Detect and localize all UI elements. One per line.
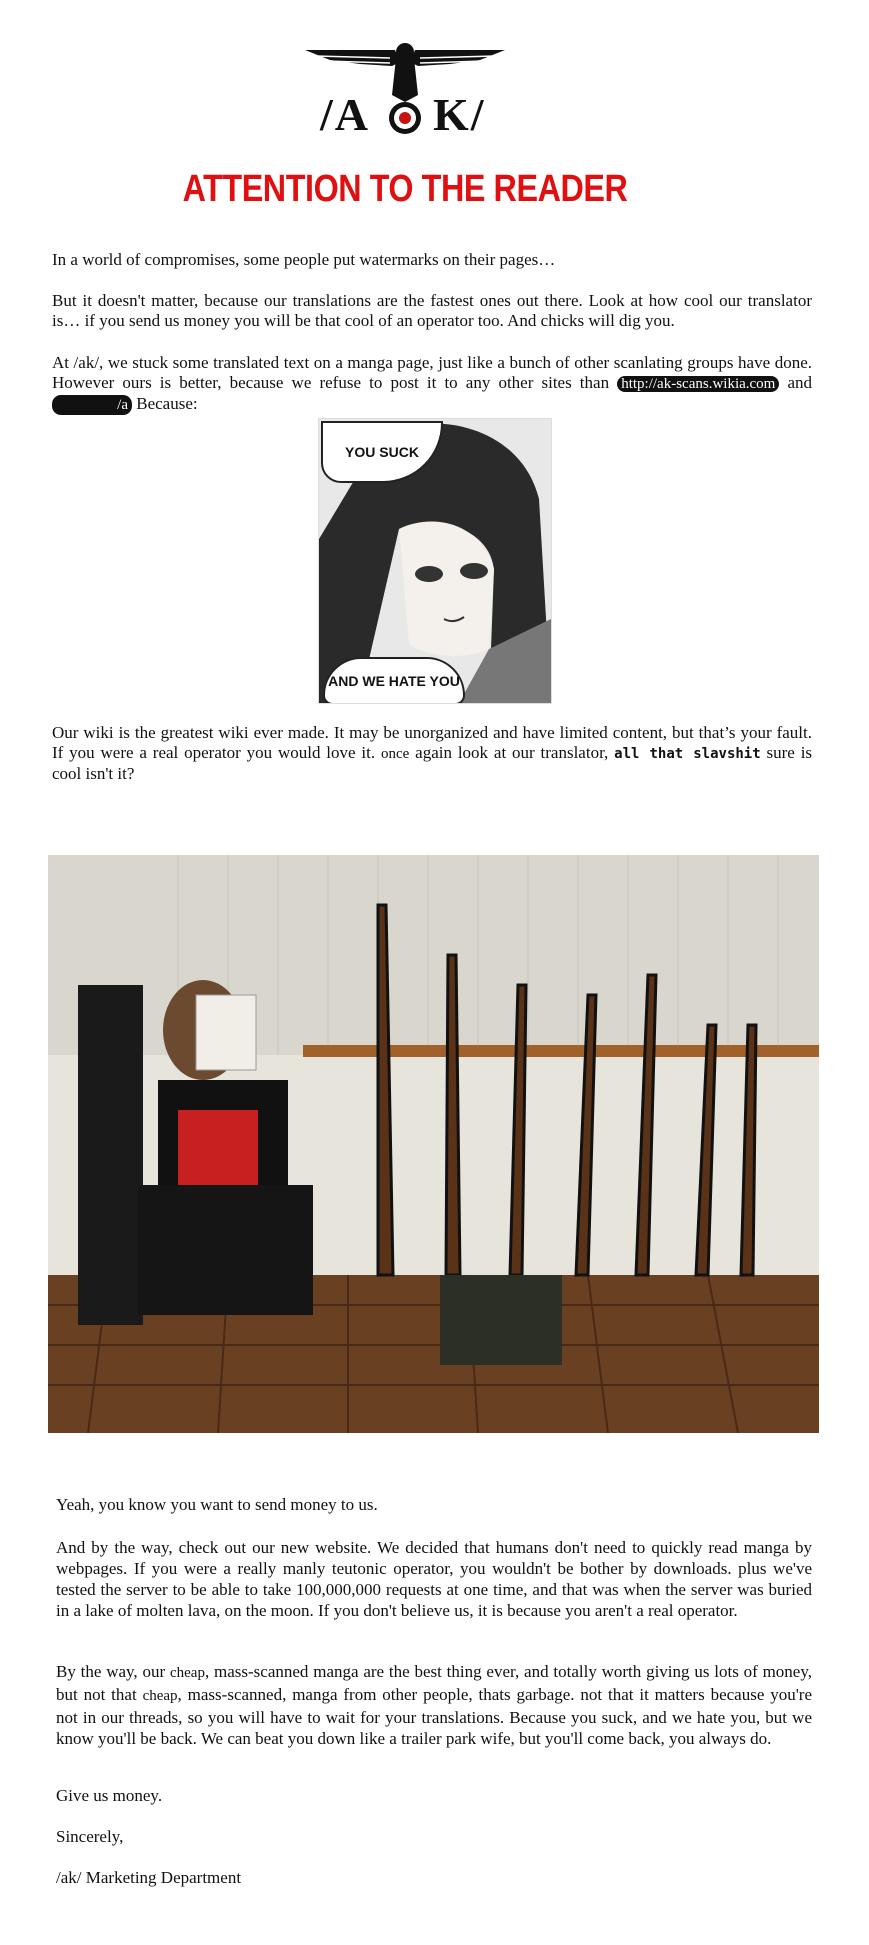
closing-3-text-c: , mass-scanned, manga from other people, thats garbage. not that it matters because you're not in our threads, so you will have to wait for your translations. Because you suck, and we hate you, but we know you'll be back. We can beat you down like a trailer park wife, but you'll come back, you always do. [56, 1685, 813, 1748]
wiki-paragraph [52, 723, 812, 784]
page-title: ATTENTION TO THE READER [182, 168, 628, 210]
speech-bubble-top: YOU SUCK [321, 421, 443, 483]
closing-paragraph-2: And by the way, check out our new website. We decided that humans don't need to quickly read manga by webpages. If you were a really manly teutonic operator, you wouldn't be bother by downloads. plus we've tested the server to be able to take 100,000,000 requests at one time, and that was when the server was buried in a lake of molten lava, on the moon. If you don't believe us, it is because you aren't a real operator. [56, 1538, 812, 1620]
signature: /ak/ Marketing Department [56, 1868, 242, 1887]
closing-paragraph-3 [56, 1661, 812, 1749]
closing-paragraph-5: Sincerely, [56, 1827, 124, 1846]
closing-3-text-a: By the way, our [56, 1662, 166, 1681]
because-text: Because: [136, 394, 198, 413]
slavshit-text: all that slavshit [614, 746, 761, 762]
wiki-text-c: sure is cool isn't it? [52, 743, 813, 783]
once-text: once [380, 746, 410, 762]
eagle-logo [300, 40, 510, 140]
cheap-text-2: cheap [142, 1688, 178, 1704]
photo-illustration [48, 855, 819, 1433]
weapons-photo [48, 855, 819, 1433]
wiki-text-a: Our wiki is the greatest wiki ever made. It may be unorganized and have limited content, but that’s your fault. If you were a real operator you would love it. [52, 723, 812, 762]
intro-paragraph-3 [52, 353, 812, 415]
manga-panel [318, 418, 552, 704]
speech-bubble-bottom: AND WE HATE YOU [323, 657, 465, 704]
closing-paragraph-4: Give us money. [56, 1786, 163, 1805]
closing-3-text-b: , mass-scanned manga are the best thing ever, and totally worth giving us lots of money, but not that [56, 1662, 812, 1704]
closing-paragraph-1: Yeah, you know you want to send money to us. [56, 1495, 378, 1514]
intro-paragraph-3-text: At /ak/, we stuck some translated text on a manga page, just like a bunch of other scanlating groups have done. However ours is better, because we refuse to post it to any other sites than [52, 353, 812, 392]
intro-paragraph-1: In a world of compromises, some people put watermarks on their pages… [52, 250, 556, 269]
and-text: and [787, 373, 813, 392]
wiki-link[interactable]: http://ak-scans.wikia.com [617, 376, 779, 392]
board-link[interactable]: /a [52, 395, 132, 415]
logo-text-left: /A [320, 89, 370, 140]
logo-text-right: K/ [433, 89, 486, 140]
wiki-text-b: again look at our translator, [415, 743, 609, 762]
intro-paragraph-2: But it doesn't matter, because our translations are the fastest ones out there. Look at how cool our translator is… if you send us money you will be that cool of an operator too. And chicks will dig you. [52, 291, 812, 330]
cheap-text-1: cheap [169, 1665, 205, 1681]
